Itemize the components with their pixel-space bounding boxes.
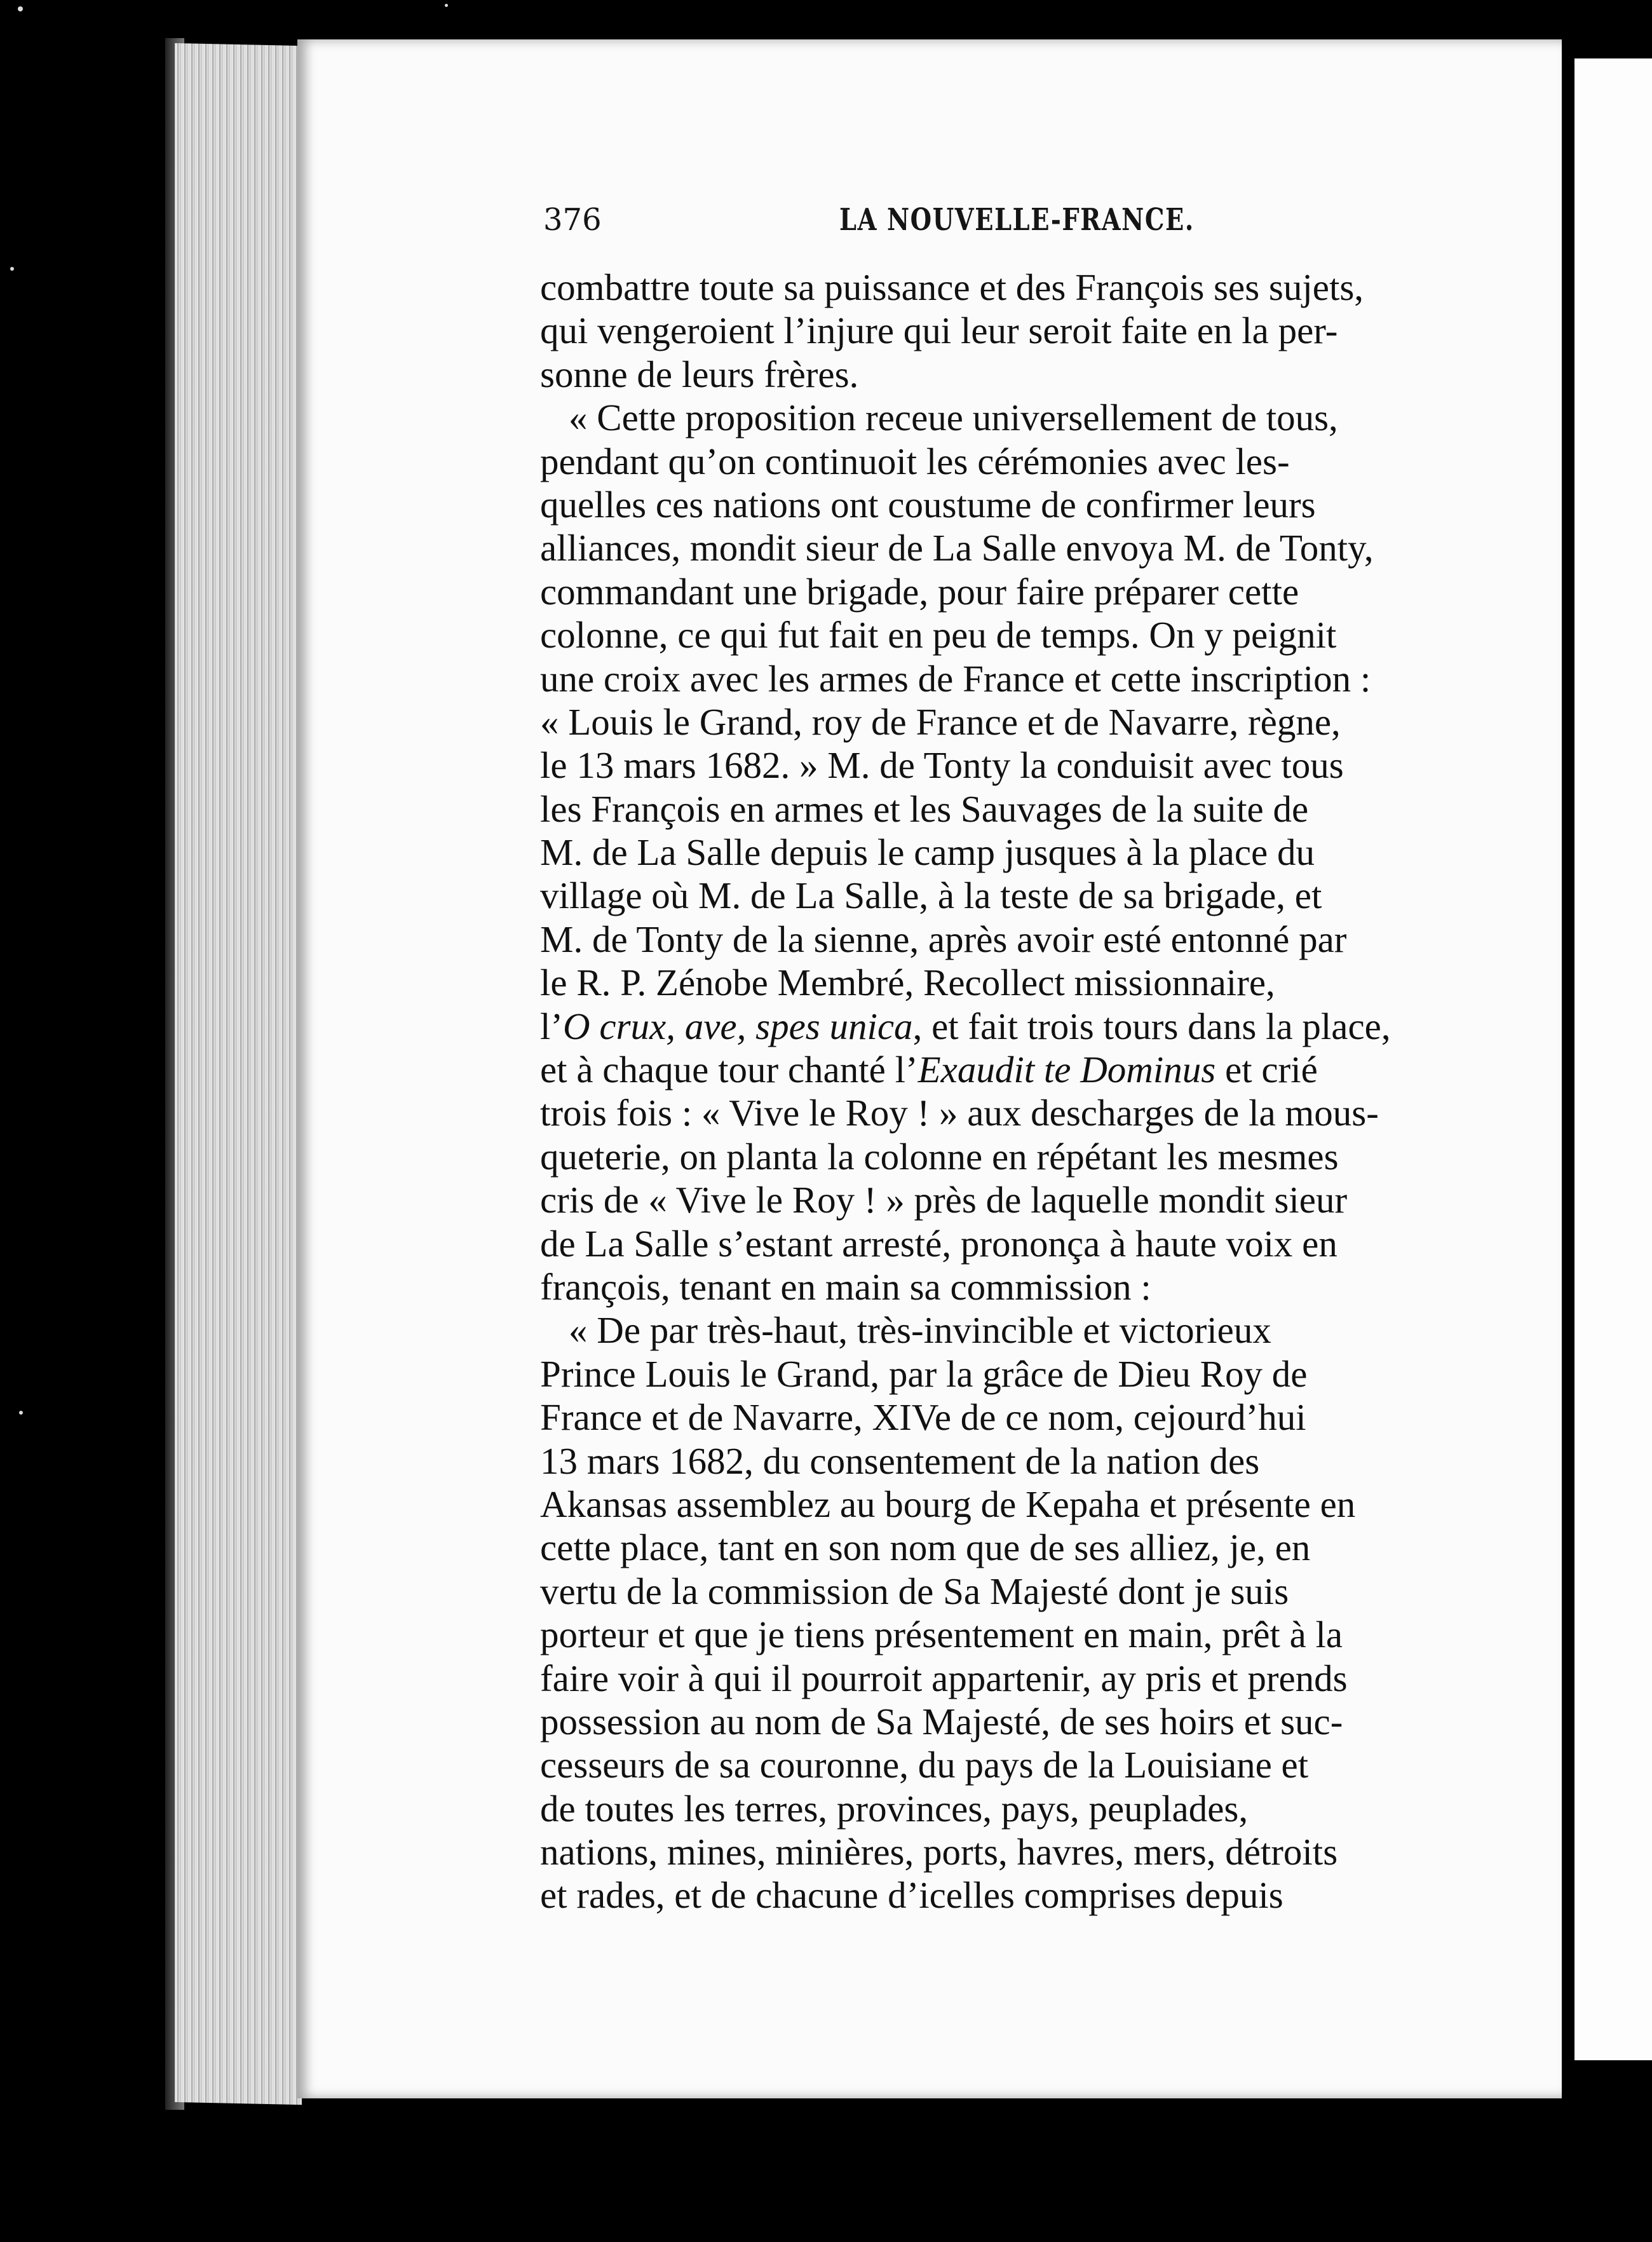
text-line <box>540 353 1477 396</box>
scan-speck <box>18 6 23 11</box>
text-line <box>540 396 1477 439</box>
running-title: LA NOUVELLE-FRANCE. <box>839 202 1195 238</box>
text-segment: et rades, et de chacune d’icelles comprises depuis <box>540 1874 1283 1917</box>
text-segment: porteur et que je tiens présentement en main, prêt à la <box>540 1614 1343 1656</box>
text-line <box>540 700 1477 744</box>
text-segment: 13 mars 1682, du consentement de la nation des <box>540 1439 1260 1482</box>
text-line <box>540 266 1477 309</box>
text-segment: village où M. de La Salle, à la teste de sa brigade, et <box>540 874 1322 917</box>
text-segment: une croix avec les armes de France et cette inscription : <box>540 657 1371 700</box>
text-segment: l’ <box>540 1005 564 1047</box>
text-line <box>540 1091 1477 1134</box>
text-line <box>540 1570 1477 1613</box>
text-line <box>540 1222 1477 1265</box>
text-segment: Prince Louis le Grand, par la grâce de Dieu Roy de <box>540 1352 1308 1395</box>
text-segment: commandant une brigade, pour faire préparer cette <box>540 570 1299 613</box>
text-line <box>540 1873 1477 1917</box>
text-segment: queterie, on planta la colonne en répétant les mesmes <box>540 1135 1339 1178</box>
text-line <box>540 831 1477 874</box>
text-segment: trois fois : « Vive le Roy ! » aux descharges de la mous- <box>540 1092 1379 1134</box>
text-line <box>540 1613 1477 1656</box>
text-line <box>540 961 1477 1004</box>
text-segment: cris de « Vive le Roy ! » près de laquelle mondit sieur <box>540 1179 1348 1221</box>
text-line <box>540 874 1477 917</box>
text-line <box>540 309 1477 352</box>
text-line <box>540 1830 1477 1873</box>
stacked-page-edges <box>175 43 302 2105</box>
text-line <box>540 570 1477 613</box>
text-line <box>540 483 1477 526</box>
text-segment: sonne de leurs frères. <box>540 353 859 395</box>
text-segment: faire voir à qui il pourroit appartenir, ay pris et prends <box>540 1657 1348 1699</box>
text-line <box>540 744 1477 787</box>
text-segment: le R. P. Zénobe Membré, Recollect missionnaire, <box>540 961 1275 1004</box>
text-line <box>540 918 1477 961</box>
text-segment: de La Salle s’estant arresté, prononça à haute voix en <box>540 1222 1337 1265</box>
text-segment: et à chaque tour chanté l’ <box>540 1049 918 1091</box>
text-segment: le 13 mars 1682. » M. de Tonty la conduisit avec tous <box>540 744 1344 787</box>
text-segment: les François en armes et les Sauvages de la suite de <box>540 787 1309 830</box>
text-segment: françois, tenant en main sa commission : <box>540 1265 1151 1308</box>
scan-speck <box>19 1411 23 1415</box>
text-line <box>540 613 1477 656</box>
text-line <box>540 1178 1477 1221</box>
text-segment: vertu de la commission de Sa Majesté dont je suis <box>540 1570 1289 1612</box>
text-line <box>540 1743 1477 1786</box>
text-line <box>540 1483 1477 1526</box>
page-number: 376 <box>543 202 602 238</box>
text-segment: M. de Tonty de la sienne, après avoir esté entonné par <box>540 918 1347 960</box>
text-line <box>540 1135 1477 1178</box>
text-line <box>540 1048 1477 1091</box>
facing-page-edge <box>1574 58 1652 2060</box>
text-segment: cette place, tant en son nom que de ses alliez, je, en <box>540 1526 1311 1569</box>
text-segment: et crié <box>1215 1049 1318 1091</box>
text-segment: « Louis le Grand, roy de France et de Navarre, règne, <box>540 700 1341 743</box>
text-segment: qui vengeroient l’injure qui leur seroit faite en la per- <box>540 309 1338 352</box>
text-segment: , et fait trois tours dans la place, <box>912 1005 1391 1047</box>
text-segment: quelles ces nations ont coustume de confirmer leurs <box>540 483 1316 526</box>
text-line <box>540 440 1477 483</box>
running-head <box>543 202 1198 253</box>
text-segment: colonne, ce qui fut fait en peu de temps. On y peignit <box>540 614 1337 656</box>
text-line <box>540 1526 1477 1569</box>
text-segment: « Cette proposition receue universellement de tous, <box>569 397 1338 439</box>
text-segment: France et de Navarre, XIVe de ce nom, cejourd’hui <box>540 1396 1306 1439</box>
text-line <box>540 1396 1477 1439</box>
text-segment: cesseurs de sa couronne, du pays de la Louisiane et <box>540 1744 1309 1786</box>
text-segment: Akansas assemblez au bourg de Kepaha et présente en <box>540 1483 1356 1525</box>
text-line <box>540 1308 1477 1352</box>
text-segment: possession au nom de Sa Majesté, de ses hoirs et suc- <box>540 1700 1343 1743</box>
text-line <box>540 787 1477 831</box>
text-line <box>540 1352 1477 1396</box>
text-segment: M. de La Salle depuis le camp jusques à la place du <box>540 831 1315 874</box>
text-line <box>540 1439 1477 1483</box>
text-line <box>540 526 1477 569</box>
text-line <box>540 1700 1477 1743</box>
text-segment: alliances, mondit sieur de La Salle envoya M. de Tonty, <box>540 527 1374 569</box>
text-segment: « De par très-haut, très-invincible et victorieux <box>569 1309 1271 1352</box>
text-segment: nations, mines, minières, ports, havres, mers, détroits <box>540 1831 1338 1873</box>
body-text <box>540 266 1477 1917</box>
scan-speck <box>10 267 14 271</box>
italic-phrase: Exaudit te Dominus <box>917 1049 1216 1091</box>
text-line <box>540 1005 1477 1048</box>
text-line <box>540 657 1477 700</box>
text-line <box>540 1787 1477 1830</box>
scan-speck <box>445 4 448 7</box>
text-segment: de toutes les terres, provinces, pays, peuplades, <box>540 1787 1249 1830</box>
text-line <box>540 1657 1477 1700</box>
text-segment: pendant qu’on continuoit les cérémonies avec les- <box>540 440 1290 482</box>
text-line <box>540 1265 1477 1308</box>
text-segment: combattre toute sa puissance et des François ses sujets, <box>540 266 1364 308</box>
italic-phrase: O crux, ave, spes unica <box>563 1005 913 1047</box>
